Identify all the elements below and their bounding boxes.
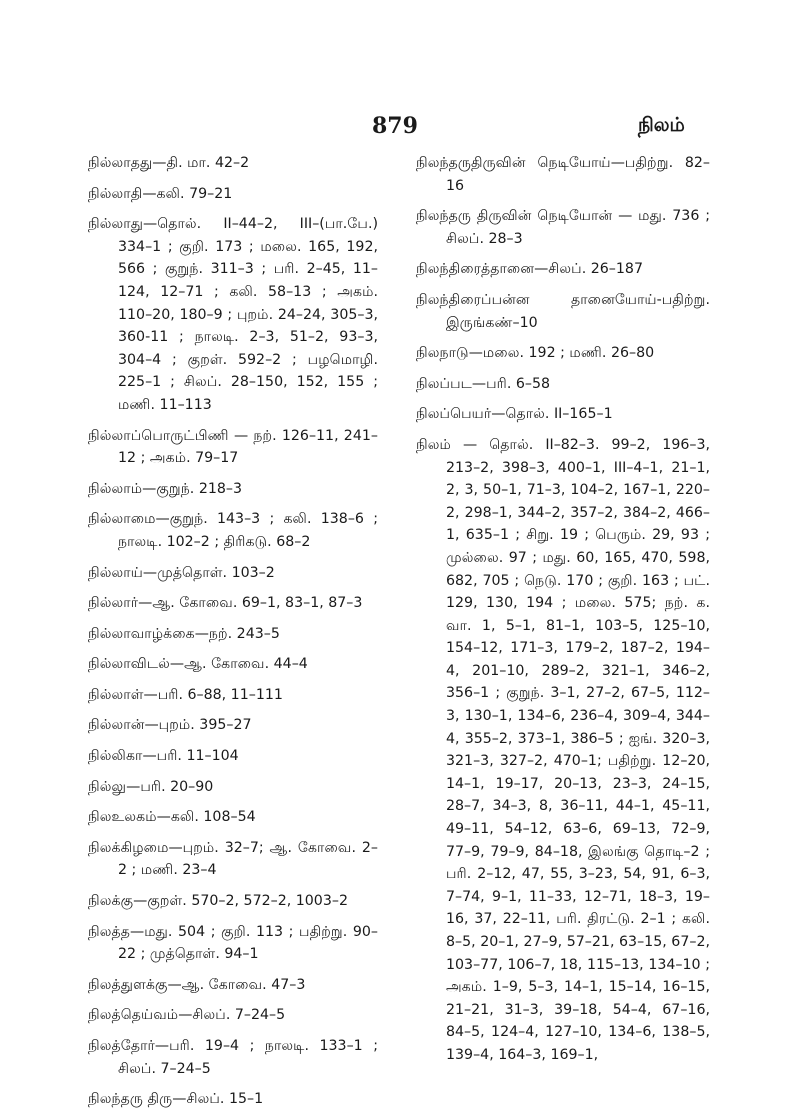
index-entry: நிலத்தெய்வம்—சிலப். 7–24–5 <box>88 1007 286 1024</box>
index-entry: நில்லாதது—தி. மா. 42–2 <box>88 155 250 171</box>
index-entry: நிலஉலகம்—கலி. 108–54 <box>88 809 256 826</box>
index-entry: நிலப்பெயர்—தொல். II–165–1 <box>416 406 613 423</box>
index-entry: நிலந்தரு திரு—சிலப். 15–1 <box>88 1091 264 1108</box>
index-entry: நில்லாப்பொருட்பிணி — நற். 126–11, 241–12 ; அகம். 79–17 <box>88 427 378 467</box>
index-entry: நிலந்தரு திருவின் நெடியோன் — மது. 736 ; சிலப். 28–3 <box>416 208 710 247</box>
index-entry: நிலத்துளக்கு—ஆ. கோவை. 47–3 <box>88 976 306 993</box>
index-entry: நிலப்பட—பரி. 6–58 <box>416 375 551 392</box>
index-entry: நிலக்கு—குறள். 570–2, 572–2, 1003–2 <box>88 893 348 910</box>
index-entry: நிலத்த—மது. 504 ; குறி. 113 ; பதிற்று. 90–22 ; முத்தொள். 94–1 <box>88 923 378 963</box>
index-entry: நில்லிகா—பரி. 11–104 <box>88 748 239 765</box>
index-entry: நிலந்திரைப்பன்ன தானையோய்-பதிற்று. இருங்கண்–10 <box>416 291 710 331</box>
index-entry: நில்லாமை—குறுந். 143–3 ; கலி. 138–6 ; நாலடி. 102–2 ; திரிகடு. 68–2 <box>88 511 378 550</box>
index-entry: நில்லாவாழ்க்கை—நற். 243–5 <box>88 625 280 642</box>
index-entry: நில்லார்—ஆ. கோவை. 69–1, 83–1, 87–3 <box>88 595 363 612</box>
right-column <box>416 152 710 1075</box>
index-entry: நிலக்கிழமை—புறம். 32–7; ஆ. கோவை. 2–2 ; மணி. 23–4 <box>88 839 378 879</box>
index-entry: நில்லாள்—பரி. 6–88, 11–111 <box>88 686 283 703</box>
index-entry: நிலநாடு—மலை. 192 ; மணி. 26–80 <box>416 345 655 362</box>
index-entry: நில்லாம்—குறுந். 218–3 <box>88 480 243 497</box>
index-entry: நிலந்திரைத்தானை—சிலப். 26–187 <box>416 261 643 278</box>
index-entry: நிலம் — தொல். II–82–3. 99–2, 196–3, 213–2, 398–3, 400–1, III–4–1, 21–1, 2, 3, 50–1, 71–3, 104–2, 167–1, 220–2, 298–1, 344–2, 357–2, 384–2, 466–1, 635–1 ; சிறு. 19 ; பெரும். 29, 93 ; முல்லை. 97 ; மது. 60, 165, 470, 598, 682, 705 ; நெடு. 170 ; குறி. 163 ; பட். 129, 130, 194 ; மலை. 575; நற். க. வா. 1, 5–1, 81–1, 103–5, 125–10, 154–12, 171–3, 179–2, 187–2, 194–4, 201–10, 289–2, 321–1, 346–2, 356–1 ; குறுந். 3–1, 27–2, 67–5, 112–3, 130–1, 134–6, 236–4, 309–4, 344–4, 355–2, 373–1, 386–5 ; ஐங். 320–3, 321–3, 327–2, 470–1; பதிற்று. 12–20, 14–1, 19–17, 20–13, 23–3, 24–15, 28–7, 34–3, 8, 36–11, 44–1, 45–11, 49–11, 54–12, 63–6, 69–13, 72–9, 77–9, 79–9, 84–18, இலங்கு தொடி–2 ; பரி. 2–12, 47, 55, 3–23, 54, 91, 6–3, 7–74, 9–1, 11–33, 12–71, 18–3, 19–16, 37, 22–11, பரி. திரட்டு. 2–1 ; கலி. 8–5, 20–1, 27–9, 57–21, 63–15, 67–2, 103–77, 106–7, 18, 115–13, 134–10 ; அகம். 1–9, 5–3, 14–1, 15–14, 16–15, 21–21, 31–3, 39–18, 54–4, 67–16, 84–5, 124–4, 127–10, 134–6, 138–5, 139–4, 164–3, 169–1, <box>416 436 710 1063</box>
index-entry: நில்லாவிடல்—ஆ. கோவை. 44–4 <box>88 656 308 673</box>
index-entry: நில்லாதி—கலி. 79–21 <box>88 185 233 202</box>
index-entry: நில்லாய்—முத்தொள். 103–2 <box>88 564 275 581</box>
page-number: 879 <box>372 113 418 139</box>
left-column <box>88 152 378 1119</box>
running-head: நிலம் <box>638 114 685 136</box>
index-entry: நில்லு—பரி. 20–90 <box>88 778 214 795</box>
index-entry: நிலந்தருதிருவின் நெடியோய்—பதிற்று. 82–16 <box>416 155 710 194</box>
index-entry: நில்லாது—தொல். II–44–2, III–(பா.பே.) 334–1 ; குறி. 173 ; மலை. 165, 192, 566 ; குறுந். 311–3 ; பரி. 2–45, 11–124, 12–71 ; கலி. 58–13 ; அகம். 110–20, 180–9 ; புறம். 24–24, 305–3, 360-11 ; நாலடி. 2–3, 51–2, 93–3, 304–4 ; குறள். 592–2 ; பழமொழி. 225–1 ; சிலப். 28–150, 152, 155 ; மணி. 11–113 <box>88 216 378 413</box>
index-entry: நிலத்தோர்—பரி. 19–4 ; நாலடி. 133–1 ; சிலப். 7–24–5 <box>88 1038 378 1077</box>
index-entry: நில்லான்—புறம். 395–27 <box>88 717 252 734</box>
